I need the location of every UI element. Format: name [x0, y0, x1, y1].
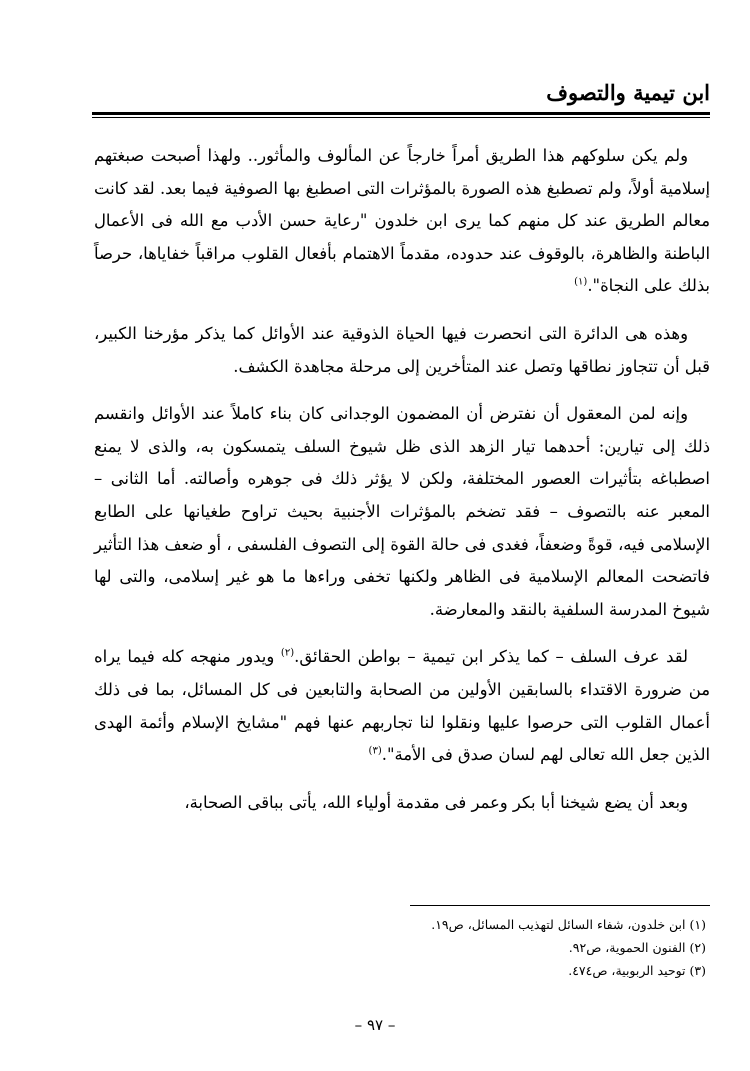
footnote-2-text: الفنون الحموية، ص٩٢. — [568, 940, 686, 955]
paragraph-4-text-continued: ويدور منهجه كله فيما يراه من ضرورة الاقتداء بالسابقين الأولين من الصحابة والتابعين فى كل المسائل، بما فى ذلك أعمال القلوب التى حرصوا عليها ونقلوا لنا تجاربهم عنها فهم "مشايخ الإسلام وأئمة الهدى الذين جعل الله تعالى لهم لسان صدق فى الأمة". — [94, 647, 710, 765]
footnote-2 — [94, 936, 710, 959]
page-number: – ٩٧ – — [354, 1016, 396, 1034]
footnote-1 — [94, 913, 710, 936]
header-rule-thin — [92, 117, 710, 118]
paragraph-3 — [94, 398, 710, 626]
footnote-ref-3: (٣) — [368, 745, 382, 757]
footnotes — [94, 913, 710, 982]
footnote-ref-1: (١) — [574, 276, 588, 288]
paragraph-4-text: لقد عرف السلف – كما يذكر ابن تيمية – بواطن الحقائق. — [294, 647, 688, 667]
header-rule-thick — [92, 112, 710, 115]
footnote-3 — [94, 959, 710, 982]
body-text — [94, 140, 710, 819]
paragraph-1-text: ولم يكن سلوكهم هذا الطريق أمراً خارجاً عن المألوف والمأثور.. ولهذا أصبحت صبغتهم إسلامية أولاً، ولم تصطبغ هذه الصورة بالمؤثرات التى اصطبغ بها الصوفية فيما بعد. لقد كانت معالم الطريق عند كل منهم كما يرى ابن خلدون "رعاية حسن الأدب مع الله فى الأعمال الباطنة والظاهرة، بالوقوف عند حدوده، مقدماً الاهتمام بأفعال القلوب مراقباً خفاياها، حرصاً بذلك على النجاة". — [94, 146, 710, 296]
footnote-3-text: توحيد الربوبية، ص٤٧٤. — [568, 963, 686, 978]
paragraph-1 — [94, 140, 710, 303]
footnote-2-marker: (٢) — [689, 940, 706, 955]
paragraph-2 — [94, 318, 710, 383]
paragraph-2-text: وهذه هى الدائرة التى انحصرت فيها الحياة الذوقية عند الأوائل كما يذكر مؤرخنا الكبير، قبل أن تتجاوز نطاقها وتصل عند المتأخرين إلى مرحلة مجاهدة الكشف. — [94, 323, 710, 376]
footnote-1-text: ابن خلدون، شفاء السائل لتهذيب المسائل، ص١٩. — [431, 917, 686, 932]
paragraph-3-text: وإنه لمن المعقول أن نفترض أن المضمون الوجدانى كان بناء كاملاً عند الأوائل وانقسم ذلك إلى تيارين: أحدهما تيار الزهد الذى ظل شيوخ السلف يتمسكون به، والذى لا يمنع اصطباغه بتأثيرات العصور المختلفة، ولكن لا يؤثر ذلك فى جوهره وأصالته. أما الثانى – المعبر عنه بالتصوف – فقد تضخم بالمؤثرات الأجنبية بحيث تراوح طغيانها على الطابع الإسلامى فيه، قوةً وضعفاً، فغدى فى حالة القوة إلى التصوف الفلسفى ، أو ضعف هذا التأثير فاتضحت المعالم الإسلامية فى الظاهر ولكنها تخفى وراءها ما هو غير إسلامى، والتى لها شيوخ المدرسة السلفية بالنقد والمعارضة. — [94, 404, 710, 619]
footnote-separator — [410, 905, 710, 906]
running-header — [92, 74, 710, 114]
footnote-ref-2: (٢) — [280, 647, 295, 659]
footnote-1-marker: (١) — [689, 917, 706, 932]
header-title: ابن تيمية والتصوف — [546, 80, 710, 105]
paragraph-5-text: وبعد أن يضع شيخنا أبا بكر وعمر فى مقدمة أولياء الله، يأتى بباقى الصحابة، — [184, 792, 688, 812]
paragraph-5 — [94, 787, 710, 820]
footnote-3-marker: (٣) — [689, 963, 706, 978]
paragraph-4 — [94, 641, 710, 771]
